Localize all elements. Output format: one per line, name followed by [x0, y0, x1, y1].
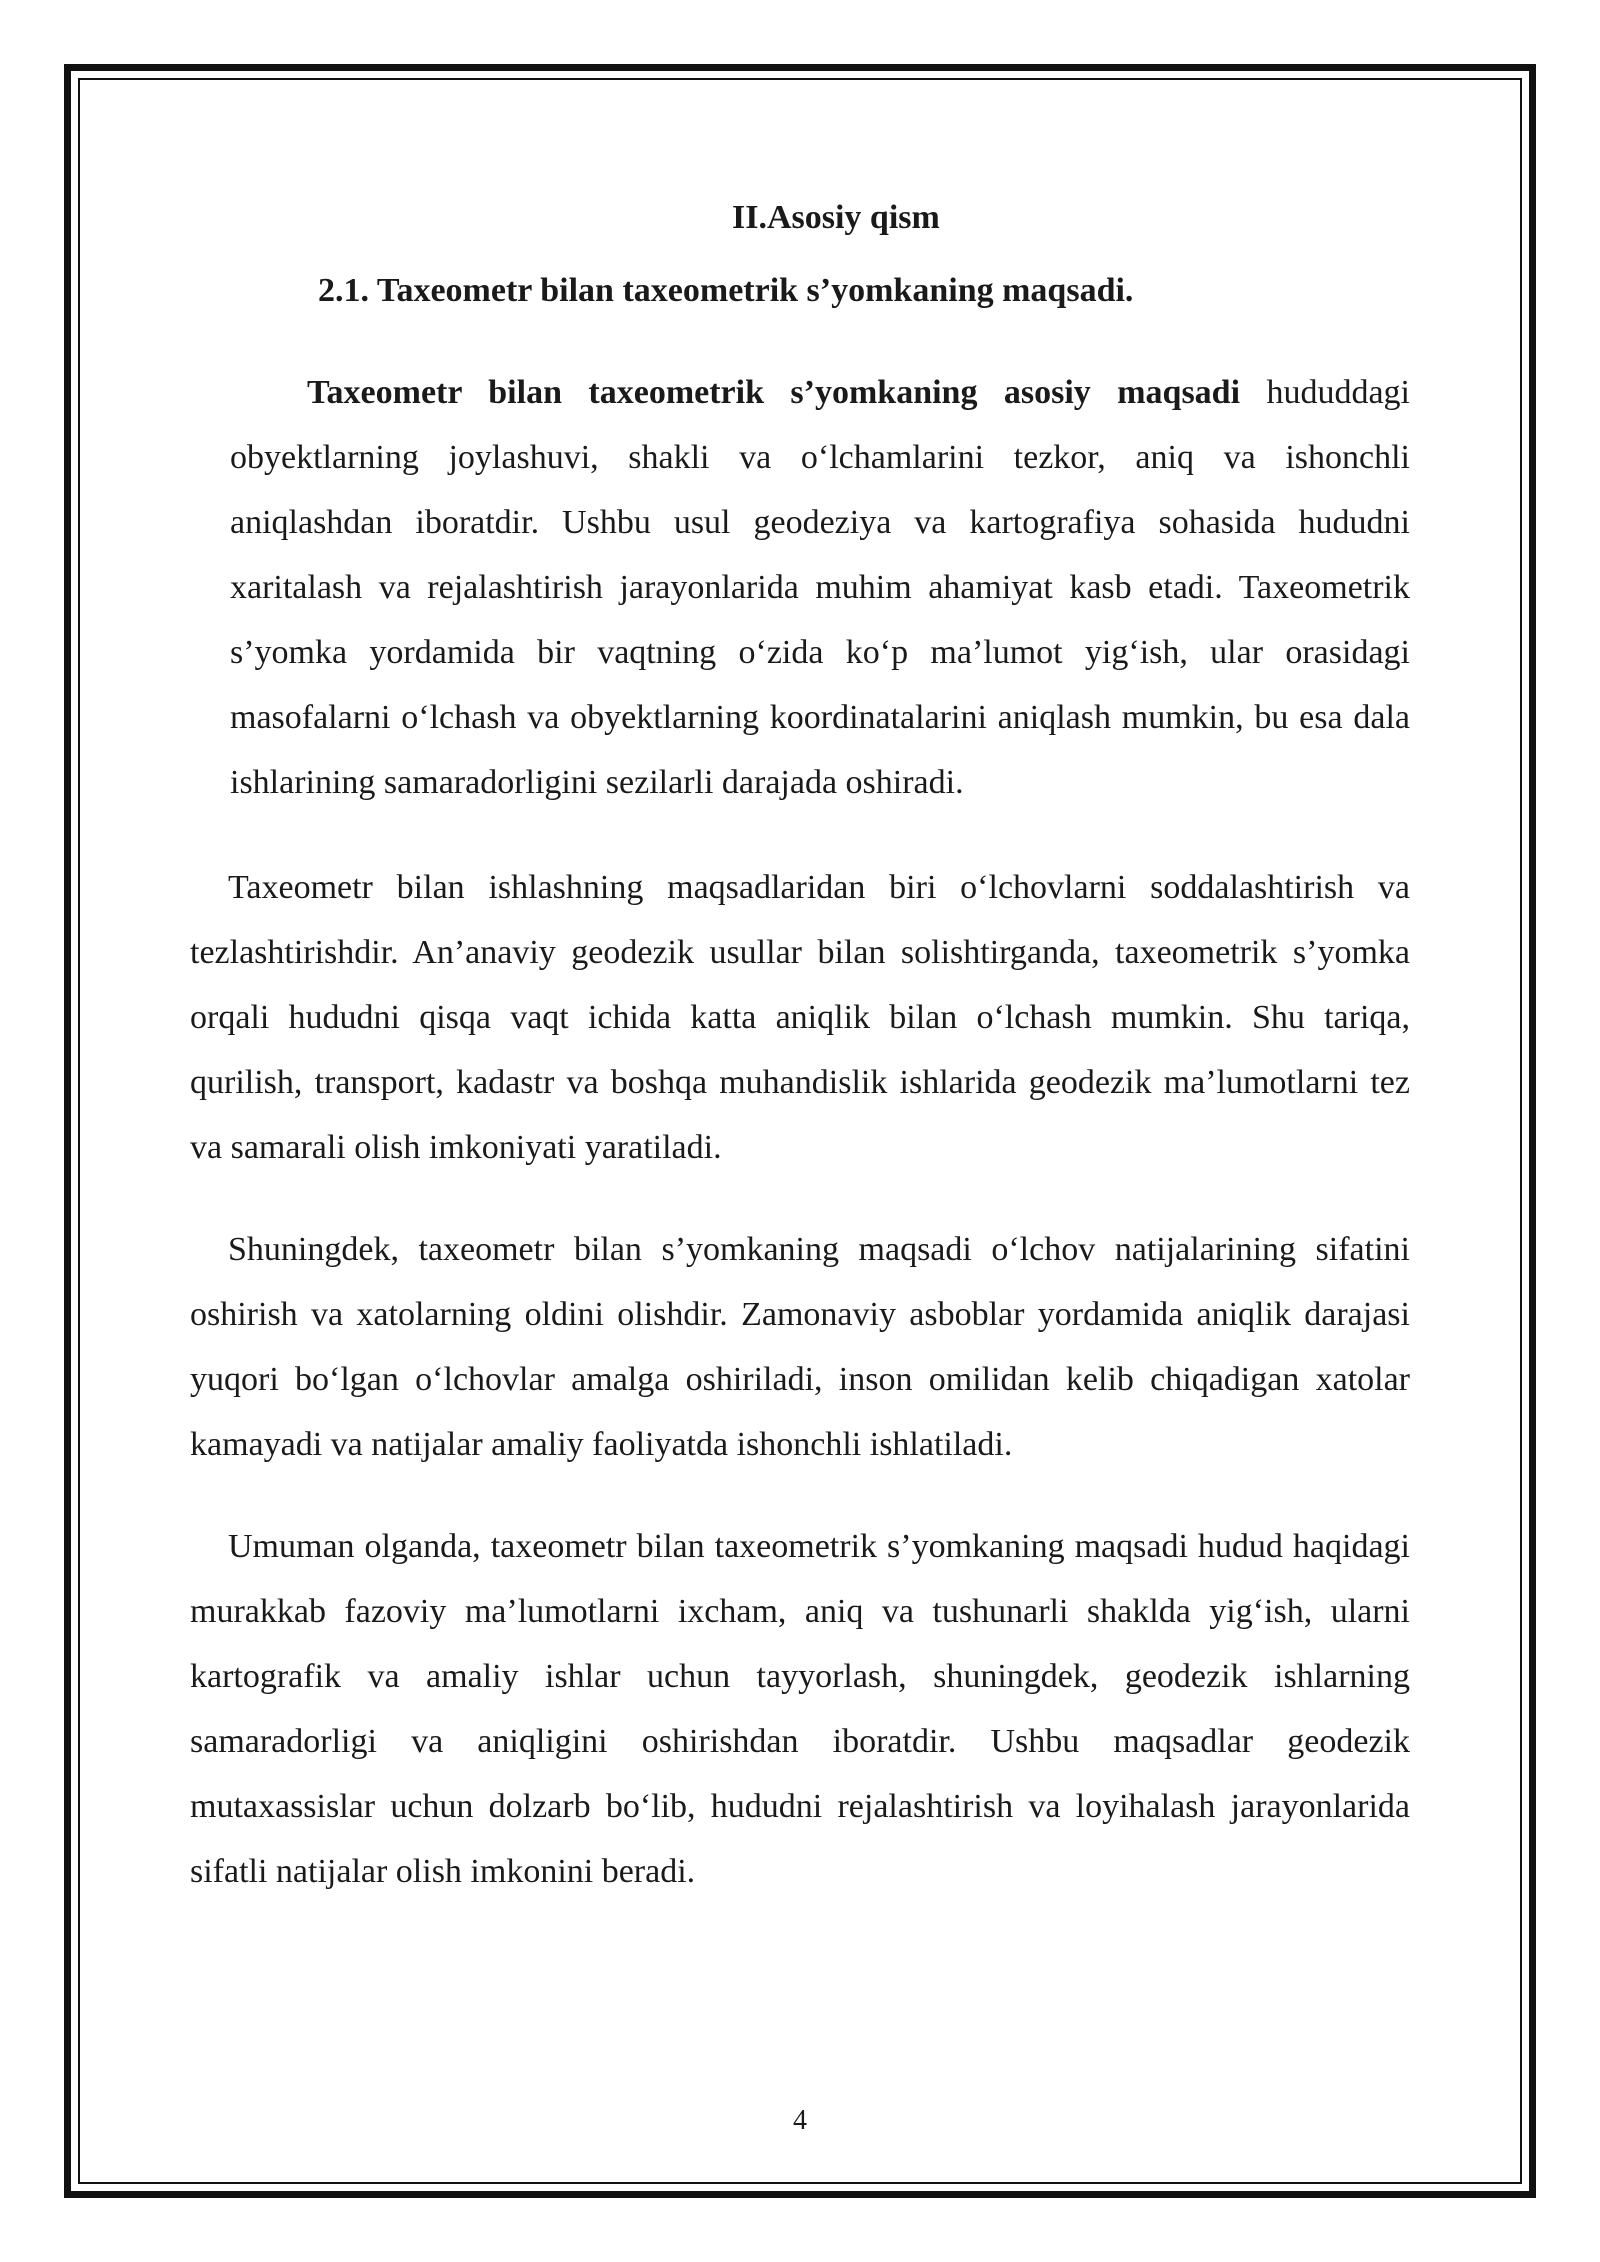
subsection-title: 2.1. Taxeometr bilan taxeometrik s’yomkaning maqsadi.	[318, 272, 1134, 309]
paragraph-1-lead: Taxeometr bilan taxeometrik s’yomkaning asosiy maqsadi	[307, 374, 1241, 411]
paragraph-1	[230, 360, 1410, 815]
paragraph-4: Umuman olganda, taxeometr bilan taxeometrik s’yomkaning maqsadi hudud haqidagi murakkab fazoviy ma’lumotlarni ixcham, aniq va tushunarli shaklda yig‘ish, ularni kartografik va amaliy ishlar uchun tayyorlash, shuningdek, geodezik ishlarning samaradorligi va aniqligini oshirishdan iboratdir. Ushbu maqsadlar geodezik mutaxassislar uchun dolzarb bo‘lib, hududni rejalashtirish va loyihalash jarayonlarida sifatli natijalar olish imkonini beradi.	[190, 1528, 1410, 1890]
paragraph-1-text: hududdagi obyektlarning joylashuvi, shakli va o‘lchamlarini tezkor, aniq va ishonchli aniqlashdan iboratdir. Ushbu usul geodeziya va kartografiya sohasida hududni xaritalash va rejalashtirish jarayonlarida muhim ahamiyat kasb etadi. Taxeometrik s’yomka yordamida bir vaqtning o‘zida ko‘p ma’lumot yig‘ish, ular orasidagi masofalarni o‘lchash va obyektlarning koordinatalarini aniqlash mumkin, bu esa dala ishlarining samaradorligini sezilarli darajada oshiradi.	[230, 374, 1410, 801]
paragraph-2: Taxeometr bilan ishlashning maqsadlaridan biri o‘lchovlarni soddalashtirish va tezlashtirishdir. An’anaviy geodezik usullar bilan solishtirganda, taxeometrik s’yomka orqali hududni qisqa vaqt ichida katta aniqlik bilan o‘lchash mumkin. Shu tariqa, qurilish, transport, kadastr va boshqa muhandislik ishlarida geodezik ma’lumotlarni tez va samarali olish imkoniyati yaratiladi.	[190, 869, 1410, 1166]
section-title: II.Asosiy qism	[732, 199, 940, 236]
paragraph-3: Shuningdek, taxeometr bilan s’yomkaning maqsadi o‘lchov natijalarining sifatini oshirish va xatolarning oldini olishdir. Zamonaviy asboblar yordamida aniqlik darajasi yuqori bo‘lgan o‘lchovlar amalga oshiriladi, inson omilidan kelib chiqadigan xatolar kamayadi va natijalar amaliy faoliyatda ishonchli ishlatiladi.	[190, 1231, 1410, 1463]
page-number: 4	[793, 2105, 807, 2136]
